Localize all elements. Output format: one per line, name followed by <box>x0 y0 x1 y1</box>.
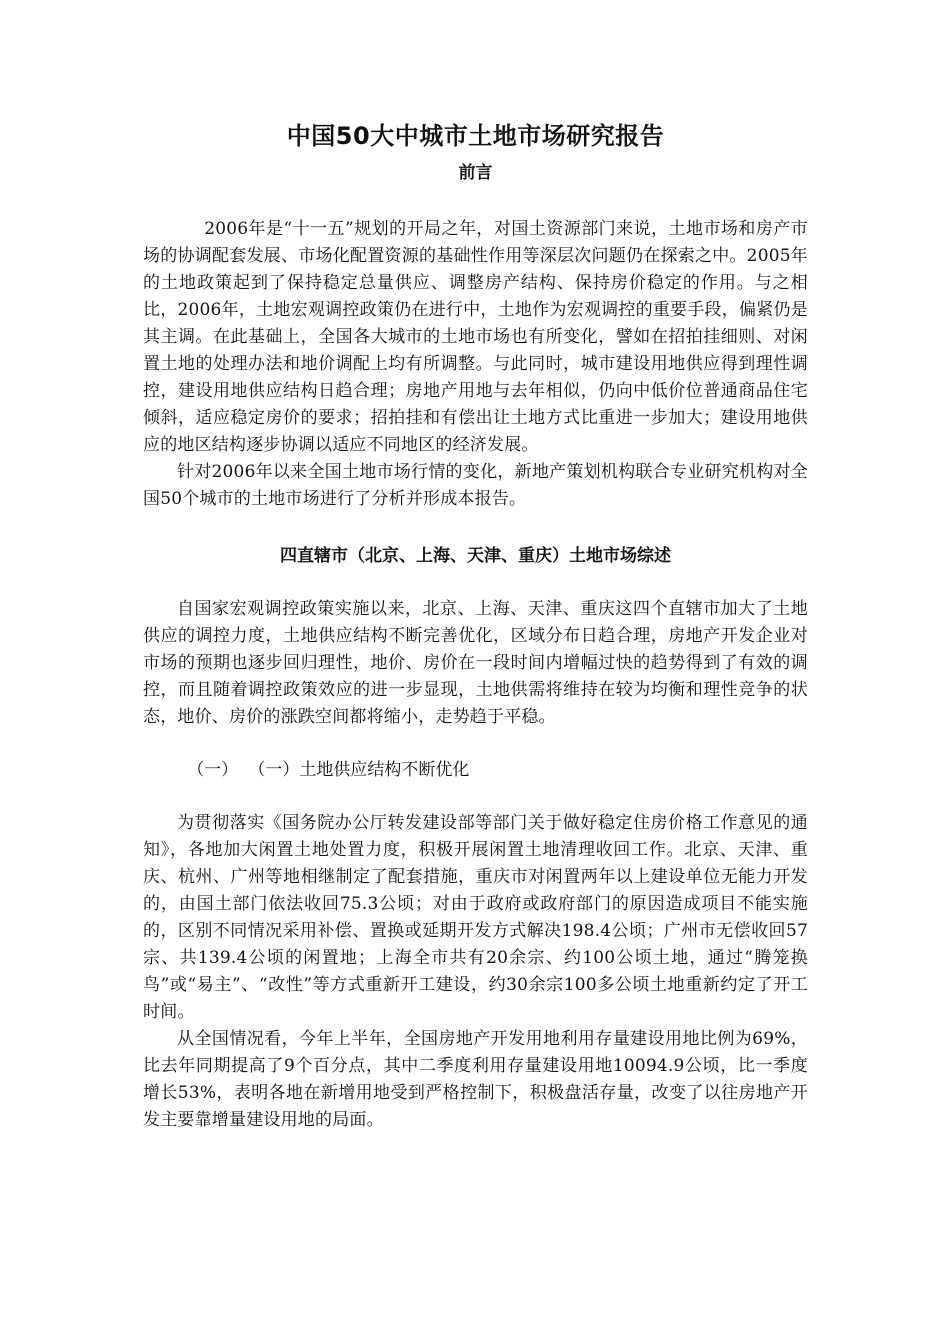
preface-title: 前言 <box>458 163 493 183</box>
document-body <box>143 116 808 1134</box>
document-title: 中国50大中城市土地市场研究报告 <box>286 122 665 150</box>
section-paragraph: 自国家宏观调控政策实施以来，北京、上海、天津、重庆这四个直辖市加大了土地供应的调控力度，土地供应结构不断完善优化，区域分布日趋合理，房地产开发企业对市场的预期也逐步回归理性，地价、房价在一段时间内增幅过快的趋势得到了有效的调控，而且随着调控政策效应的进一步显现，土地供需将维持在较为均衡和理性竞争的状态，地价、房价的涨跌空间都将缩小，走势趋于平稳。 <box>143 599 808 727</box>
subsection-paragraph-1: 为贯彻落实《国务院办公厅转发建设部等部门关于做好稳定住房价格工作意见的通知》，各地加大闲置土地处置力度，积极开展闲置土地清理收回工作。北京、天津、重庆、杭州、广州等地相继制定了配套措施，重庆市对闲置两年以上建设单位无能力开发的，由国土部门依法收回75.3公顷；对由于政府或政府部门的原因造成项目不能实施的，区别不同情况采用补偿、置换或延期开发方式解决198.4公顷；广州市无偿收回57宗、共139.4公顷的闲置地；上海全市共有20余宗、约100公顷土地，通过“腾笼换鸟”或“易主”、“改性”等方式重新开工建设，约30余宗100多公顷土地重新约定了开工时间。 <box>143 813 808 1022</box>
subsection-paragraph-2: 从全国情况看，今年上半年，全国房地产开发用地利用存量建设用地比例为69%，比去年同期提高了9个百分点，其中二季度利用存量建设用地10094.9公顷，比一季度增长53%，表明各地在新增用地受到严格控制下，积极盘活存量，改变了以往房地产开发主要靠增量建设用地的局面。 <box>143 1029 808 1130</box>
subsection-number: （一） <box>187 760 239 780</box>
subsection-title: （一）土地供应结构不断优化 <box>256 760 470 780</box>
section-heading: 四直辖市（北京、上海、天津、重庆）土地市场综述 <box>280 546 671 566</box>
preface-paragraph-2: 针对2006年以来全国土地市场行情的变化，新地产策划机构联合专业研究机构对全国50个城市的土地市场进行了分析并形成本报告。 <box>143 462 808 509</box>
subsection-heading <box>143 757 808 784</box>
preface-paragraph-1: 2006年是“十一五”规划的开局之年，对国土资源部门来说，土地市场和房产市场的协调配套发展、市场化配置资源的基础性作用等深层次问题仍在探索之中。2005年的土地政策起到了保持稳定总量供应、调整房产结构、保持房价稳定的作用。与之相比，2006年，土地宏观调控政策仍在进行中，土地作为宏观调控的重要手段，偏紧仍是其主调。在此基础上，全国各大城市的土地市场也有所变化，譬如在招拍挂细则、对闲置土地的处理办法和地价调配上均有所调整。与此同时，城市建设用地供应得到理性调控，建设用地供应结构日趋合理；房地产用地与去年相似，仍向中低价位普通商品住宅倾斜，适应稳定房价的要求；招拍挂和有偿出让土地方式比重进一步加大；建设用地供应的地区结构逐步协调以适应不同地区的经济发展。 <box>143 219 808 455</box>
